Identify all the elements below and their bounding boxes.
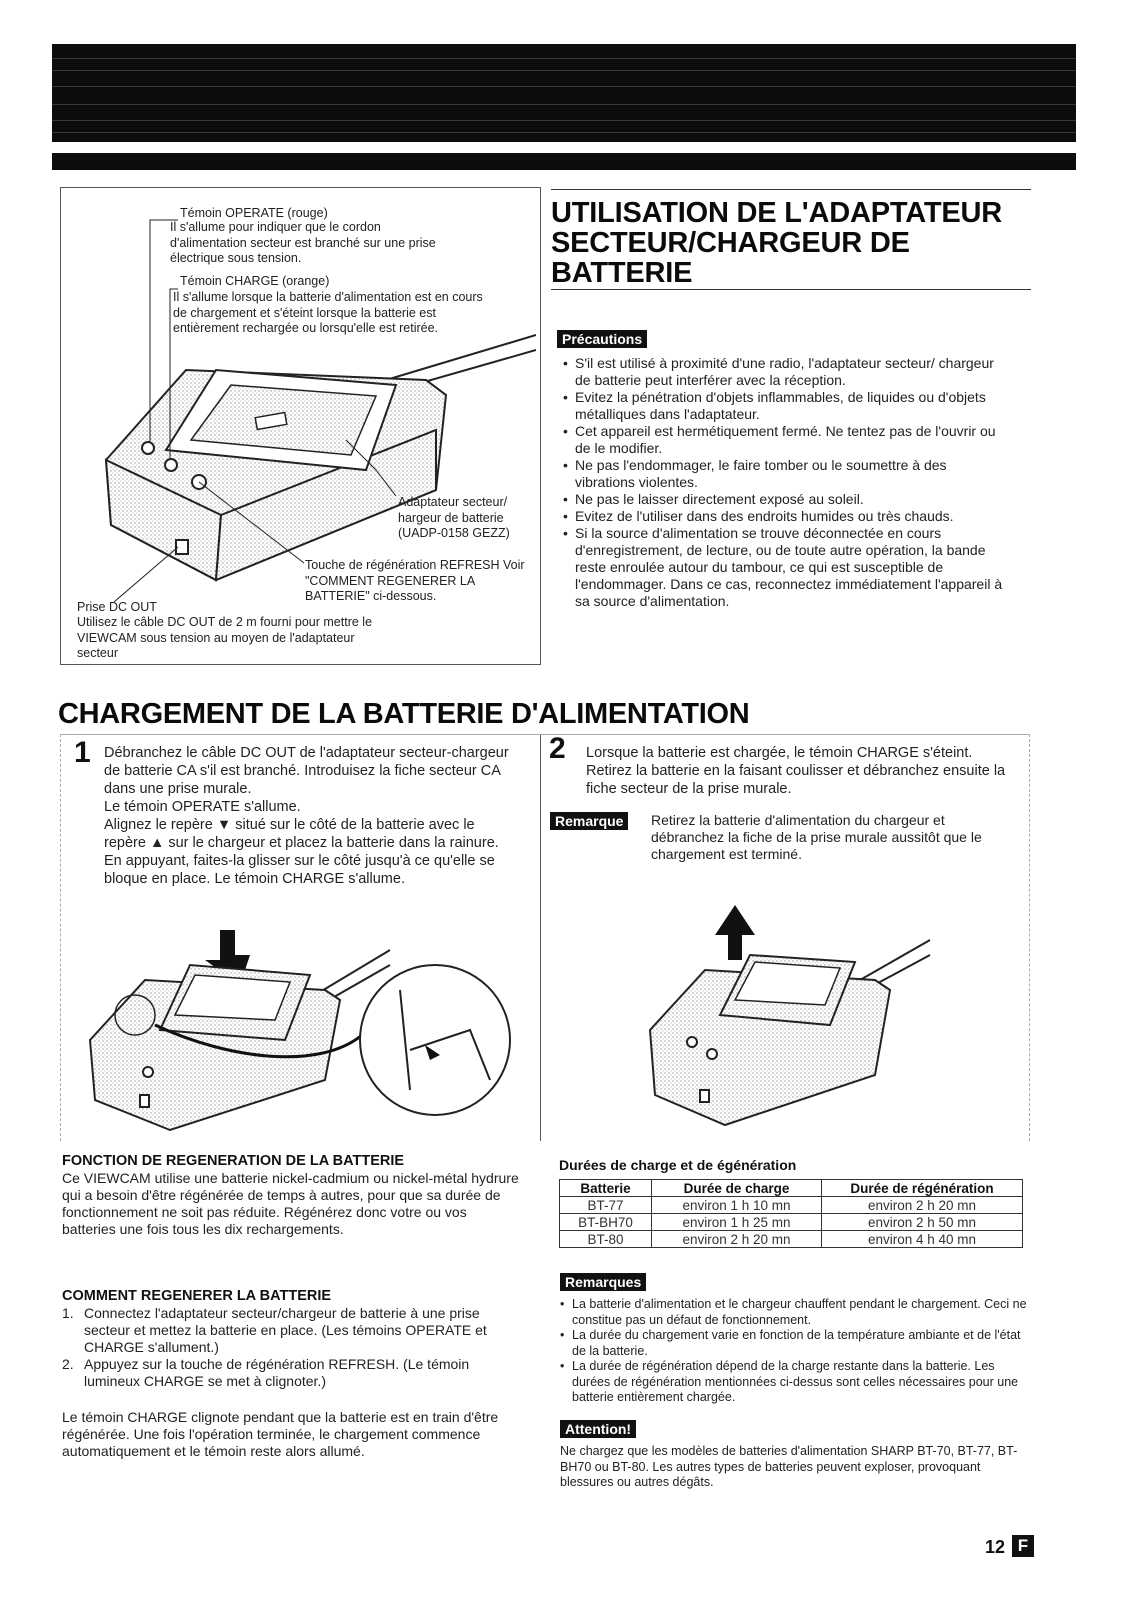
how-title: COMMENT REGENERER LA BATTERIE (62, 1288, 332, 1304)
header-bar (52, 153, 1076, 170)
step2-number: 2 (549, 732, 566, 765)
attention-label: Attention! (560, 1420, 636, 1438)
callout-dcout-text: Utilisez le câble DC OUT de 2 m fourni pour mettre le VIEWCAM sous tension au moyen de l'adaptateur secteur (77, 615, 373, 660)
usage-title: UTILISATION DE L'ADAPTATEUR SECTEUR/CHARGEUR DE BATTERIE (551, 197, 1002, 289)
step1-number: 1 (74, 736, 91, 769)
list-item: • Evitez de l'utiliser dans des endroits humides ou très chauds. (563, 508, 1003, 525)
language-badge: F (1012, 1535, 1034, 1557)
header-band (52, 44, 1076, 142)
table-header-row (560, 1180, 1023, 1197)
step1-text: Débranchez le câble DC OUT de l'adaptateur secteur-chargeur de batterie CA s'il est branché. Introduisez la fiche secteur CA dans une prise murale. (104, 745, 509, 797)
list-item: • La durée de régénération dépend de la charge restante dans la batterie. Les durées de régénération mentionnées ci-dessus sont celles nécessaires pour une batterie entièrement chargée. (560, 1359, 1030, 1406)
list-item: • La durée du chargement varie en fonction de la température ambiante et de l'état de la batterie. (560, 1328, 1030, 1359)
how-steps (62, 1305, 512, 1390)
step1-illustration (70, 920, 535, 1135)
callout-refresh: Touche de régénération REFRESH Voir "COMMENT REGENERER LA BATTERIE" ci-dessous. (305, 558, 525, 603)
callout-charge-text: Il s'allume lorsque la batterie d'alimentation est en cours de chargement et s'éteint lorsque la batterie est entièrement rechargée ou lorsqu'elle est retirée. (173, 290, 483, 335)
durations-title: Durées de charge et de égénération (559, 1157, 797, 1173)
closing-text: Le témoin CHARGE clignote pendant que la batterie est en train d'être régénérée. Une fois l'opération terminée, le chargement commence automatiquement et le témoin reste alors allumé. (62, 1409, 499, 1459)
list-item: 1. Connectez l'adaptateur secteur/chargeur de batterie à une prise secteur et mettez la batterie en place. (Les témoins OPERATE et CHARGE s'allument.) (62, 1305, 487, 1355)
list-item: 2. Appuyez sur la touche de régénération REFRESH. (Le témoin lumineux CHARGE se met à clignoter.) (62, 1356, 470, 1389)
function-title: FONCTION DE REGENERATION DE LA BATTERIE (62, 1153, 405, 1169)
list-item: • La batterie d'alimentation et le chargeur chauffent pendant le chargement. Ceci ne constitue pas un défaut de fonctionnement. (560, 1297, 1030, 1328)
title-rule-top (551, 189, 1031, 190)
callout-adapter: Adaptateur secteur/ hargeur de batterie (UADP-0158 GEZZ) (398, 495, 510, 540)
table-row: BT-77 environ 1 h 10 mn environ 2 h 20 mn (560, 1197, 1023, 1214)
list-item: • Ne pas l'endommager, le faire tomber ou le soumettre à des vibrations violentes. (563, 457, 1003, 491)
precautions-label: Précautions (557, 330, 647, 348)
callout-operate-text: Il s'allume pour indiquer que le cordon d'alimentation secteur est branché sur une prise électrique sous tension. (170, 220, 436, 265)
remark-text: Retirez la batterie d'alimentation du chargeur et débranchez la fiche de la prise murale aussitôt que le chargement est terminé. (651, 812, 982, 862)
title-rule-bottom (551, 289, 1031, 290)
list-item: • Cet appareil est hermétiquement fermé. Ne tentez pas de l'ouvrir ou de le modifier. (563, 423, 1003, 457)
page-number: 12 (985, 1537, 1006, 1557)
list-item: • Si la source d'alimentation se trouve déconnectée en cours d'enregistrement, de lecture, ou de toute autre opération, la bande reste enroulée autour du tambour, ce qui est susceptible de l'endommager. Dans ce cas, reconnectez immédiatement l'appareil à sa source d'alimentation. (563, 525, 1003, 610)
remarks-label: Remarques (560, 1273, 646, 1291)
header-charge: Durée de charge (652, 1180, 822, 1197)
precautions-list (563, 355, 1003, 610)
callout-operate-title: Témoin OPERATE (rouge) (180, 206, 328, 220)
list-item: • Evitez la pénétration d'objets inflammables, de liquides ou d'objets métalliques dans l'adaptateur. (563, 389, 1003, 423)
step1-text3: Alignez le repère ▼ situé sur le côté de la batterie avec le repère ▲ sur le chargeur et placez la batterie dans la rainure. En appuyant, faites-la glisser sur le côté jusqu'à ce qu'elle se bloque en place. Le témoin CHARGE s'allume. (104, 817, 499, 887)
header-regeneration: Durée de régénération (822, 1180, 1023, 1197)
table-row: BT-80 environ 2 h 20 mn environ 4 h 40 mn (560, 1231, 1023, 1248)
remark-label: Remarque (550, 812, 628, 830)
charging-title: CHARGEMENT DE LA BATTERIE D'ALIMENTATION (58, 698, 750, 730)
callout-charge-title: Témoin CHARGE (orange) (180, 274, 330, 288)
durations-table (559, 1179, 1023, 1248)
attention-text: Ne chargez que les modèles de batteries d'alimentation SHARP BT-70, BT-77, BT-BH70 ou BT-80. Les autres types de batteries peuvent exploser, provoquant blessures ou autres dégâts. (560, 1444, 1018, 1489)
callout-dcout-title: Prise DC OUT (77, 600, 157, 614)
list-item: • Ne pas le laisser directement exposé au soleil. (563, 491, 1003, 508)
header-battery: Batterie (560, 1180, 652, 1197)
list-item: • S'il est utilisé à proximité d'une radio, l'adaptateur secteur/ chargeur de batterie peut interférer avec la réception. (563, 355, 1003, 389)
step2-text: Lorsque la batterie est chargée, le témoin CHARGE s'éteint. Retirez la batterie en la faisant coulisser et débranchez ensuite la fiche secteur de la prise murale. (586, 745, 1006, 797)
table-row: BT-BH70 environ 1 h 25 mn environ 2 h 50 mn (560, 1214, 1023, 1231)
step2-illustration (640, 900, 960, 1130)
remarks-list (560, 1297, 1030, 1406)
step1-text2: Le témoin OPERATE s'allume. (104, 799, 301, 815)
function-text: Ce VIEWCAM utilise une batterie nickel-cadmium ou nickel-métal hydrure qui a besoin d'être régénérée de temps à autres, pour que sa durée de fonctionnement ne soit pas réduite. Régénérez donc votre ou vos batteries une fois tous les dix rechargements. (62, 1170, 519, 1237)
